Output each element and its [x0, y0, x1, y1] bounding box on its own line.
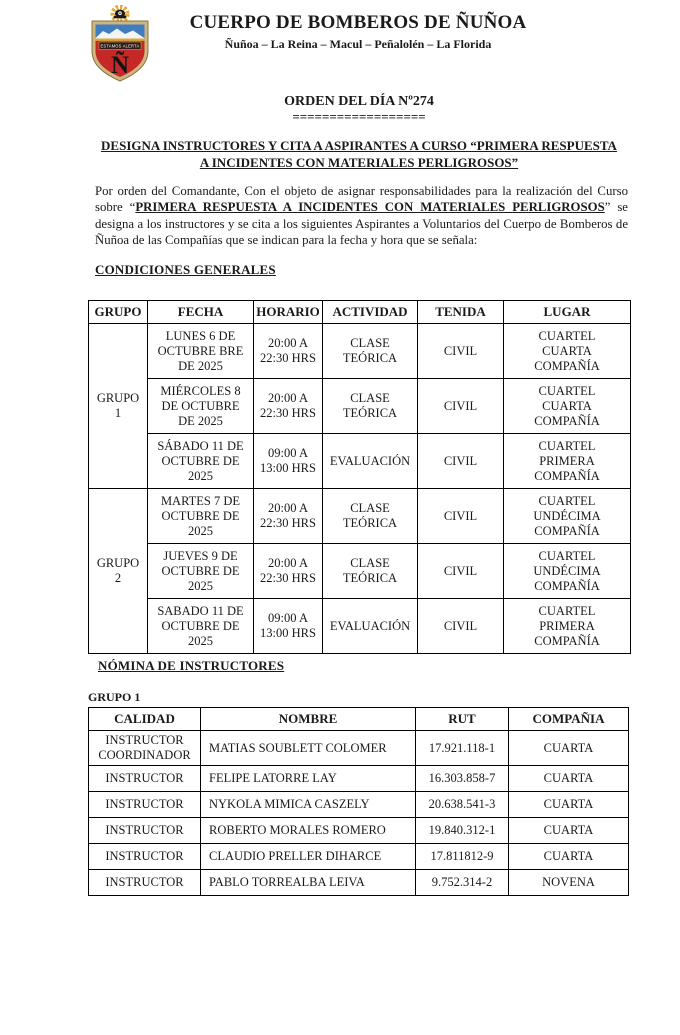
paragraph-text-before: Por orden del Comandante, Con el objeto de asignar responsabilidades para la realización del Curso sobre “ — [95, 184, 628, 215]
table-row — [89, 844, 629, 870]
col-header-grupo: GRUPO — [89, 301, 148, 324]
cell-horario: 20:00 A 22:30 HRS — [254, 324, 323, 379]
cell-compania: CUARTA — [509, 731, 629, 766]
table-row — [89, 792, 629, 818]
cell-horario: 09:00 A 13:00 HRS — [254, 434, 323, 489]
table-row — [89, 489, 631, 544]
cell-tenida: CIVIL — [418, 599, 504, 654]
cell-calidad: INSTRUCTOR — [89, 870, 201, 896]
cell-tenida: CIVIL — [418, 379, 504, 434]
cell-nombre: FELIPE LATORRE LAY — [201, 766, 416, 792]
cell-horario: 20:00 A 22:30 HRS — [254, 379, 323, 434]
cell-horario: 20:00 A 22:30 HRS — [254, 544, 323, 599]
cell-calidad: INSTRUCTOR — [89, 818, 201, 844]
cell-lugar: CUARTEL CUARTA COMPAÑÍA — [504, 379, 631, 434]
cell-fecha: JUEVES 9 DE OCTUBRE DE 2025 — [148, 544, 254, 599]
col-header-tenida: TENIDA — [418, 301, 504, 324]
group-cell: GRUPO 2 — [89, 489, 148, 654]
paragraph-text-after: ” se designa a los instructores y se cita a los siguientes Aspirantes a Voluntarios del Cuerpo de Bomberos de Ñuñoa de las Compañías que se indican para la fecha y hora que se señala: — [95, 200, 628, 248]
cell-calidad: INSTRUCTOR — [89, 792, 201, 818]
order-title-block — [88, 94, 630, 124]
instructors-header-row — [89, 708, 629, 731]
cell-nombre: NYKOLA MIMICA CASZELY — [201, 792, 416, 818]
order-number-title: ORDEN DEL DÍA Nº274 — [284, 94, 434, 109]
cell-rut: 17.921.118-1 — [416, 731, 509, 766]
cell-calidad: INSTRUCTOR — [89, 766, 201, 792]
cell-fecha: MARTES 7 DE OCTUBRE DE 2025 — [148, 489, 254, 544]
organization-title: CUERPO DE BOMBEROS DE ÑUÑOA — [189, 12, 527, 33]
table-row — [89, 731, 629, 766]
table-row — [89, 544, 631, 599]
cell-actividad: CLASE TEÓRICA — [323, 489, 418, 544]
table-row — [89, 379, 631, 434]
col-header-actividad: ACTIVIDAD — [323, 301, 418, 324]
cell-lugar: CUARTEL PRIMERA COMPAÑÍA — [504, 599, 631, 654]
cell-nombre: ROBERTO MORALES ROMERO — [201, 818, 416, 844]
cell-actividad: CLASE TEÓRICA — [323, 324, 418, 379]
cell-actividad: CLASE TEÓRICA — [323, 544, 418, 599]
table-row — [89, 766, 629, 792]
col-header-lugar: LUGAR — [504, 301, 631, 324]
organization-subtitle: Ñuñoa – La Reina – Macul – Peñalolén – La Florida — [224, 37, 492, 51]
col-header-nombre: NOMBRE — [201, 708, 416, 731]
cell-nombre: MATIAS SOUBLETT COLOMER — [201, 731, 416, 766]
conditions-table — [88, 300, 631, 654]
cell-tenida: CIVIL — [418, 434, 504, 489]
subject-line-1: DESIGNA INSTRUCTORES Y CITA A ASPIRANTES A CURSO “PRIMERA RESPUESTA — [101, 138, 617, 153]
cell-calidad: INSTRUCTOR — [89, 844, 201, 870]
cell-fecha: SÁBADO 11 DE OCTUBRE DE 2025 — [148, 434, 254, 489]
cell-tenida: CIVIL — [418, 544, 504, 599]
paragraph-course-name: PRIMERA RESPUESTA A INCIDENTES CON MATERIALES PERLIGROSOS — [135, 200, 605, 215]
subject-line-2: A INCIDENTES CON MATERIALES PERLIGROSOS” — [199, 155, 519, 170]
col-header-fecha: FECHA — [148, 301, 254, 324]
cell-tenida: CIVIL — [418, 489, 504, 544]
cell-lugar: CUARTEL CUARTA COMPAÑÍA — [504, 324, 631, 379]
cell-horario: 09:00 A 13:00 HRS — [254, 599, 323, 654]
table-row — [89, 599, 631, 654]
cell-lugar: CUARTEL UNDÉCIMA COMPAÑÍA — [504, 489, 631, 544]
table-row — [89, 818, 629, 844]
cell-rut: 19.840.312-1 — [416, 818, 509, 844]
col-header-compania: COMPAÑIA — [509, 708, 629, 731]
table-row — [89, 324, 631, 379]
cell-rut: 9.752.314-2 — [416, 870, 509, 896]
crest-motto: ESTAMOS ALERTA — [100, 43, 140, 49]
table-row — [89, 870, 629, 896]
crest-letter: Ñ — [110, 52, 130, 79]
cell-nombre: PABLO TORREALBA LEIVA — [201, 870, 416, 896]
conditions-heading: CONDICIONES GENERALES — [95, 262, 276, 277]
cell-compania: CUARTA — [509, 844, 629, 870]
instructors-table — [88, 707, 629, 896]
cell-tenida: CIVIL — [418, 324, 504, 379]
cell-actividad: CLASE TEÓRICA — [323, 379, 418, 434]
cell-fecha: MIÉRCOLES 8 DE OCTUBRE DE 2025 — [148, 379, 254, 434]
cell-actividad: EVALUACIÓN — [323, 434, 418, 489]
cell-lugar: CUARTEL UNDÉCIMA COMPAÑÍA — [504, 544, 631, 599]
conditions-header-row — [89, 301, 631, 324]
col-header-horario: HORARIO — [254, 301, 323, 324]
cell-fecha: SABADO 11 DE OCTUBRE DE 2025 — [148, 599, 254, 654]
order-body-paragraph — [95, 183, 628, 249]
cell-rut: 16.303.858-7 — [416, 766, 509, 792]
col-header-calidad: CALIDAD — [89, 708, 201, 731]
cell-nombre: CLAUDIO PRELLER DIHARCE — [201, 844, 416, 870]
instructors-heading: NÓMINA DE INSTRUCTORES — [98, 658, 285, 673]
cell-compania: CUARTA — [509, 792, 629, 818]
cell-calidad: INSTRUCTOR COORDINADOR — [89, 731, 201, 766]
group-cell: GRUPO 1 — [89, 324, 148, 489]
table-row — [89, 434, 631, 489]
letterhead — [140, 12, 576, 52]
cell-fecha: LUNES 6 DE OCTUBRE BRE DE 2025 — [148, 324, 254, 379]
cell-rut: 17.811812-9 — [416, 844, 509, 870]
cell-compania: CUARTA — [509, 818, 629, 844]
col-header-rut: RUT — [416, 708, 509, 731]
cell-horario: 20:00 A 22:30 HRS — [254, 489, 323, 544]
cell-compania: CUARTA — [509, 766, 629, 792]
order-title-separator: ================== — [292, 109, 426, 124]
cell-rut: 20.638.541-3 — [416, 792, 509, 818]
order-subject-heading — [88, 137, 630, 171]
cell-lugar: CUARTEL PRIMERA COMPAÑÍA — [504, 434, 631, 489]
instructors-group-label: GRUPO 1 — [88, 690, 141, 704]
cell-actividad: EVALUACIÓN — [323, 599, 418, 654]
cell-compania: NOVENA — [509, 870, 629, 896]
